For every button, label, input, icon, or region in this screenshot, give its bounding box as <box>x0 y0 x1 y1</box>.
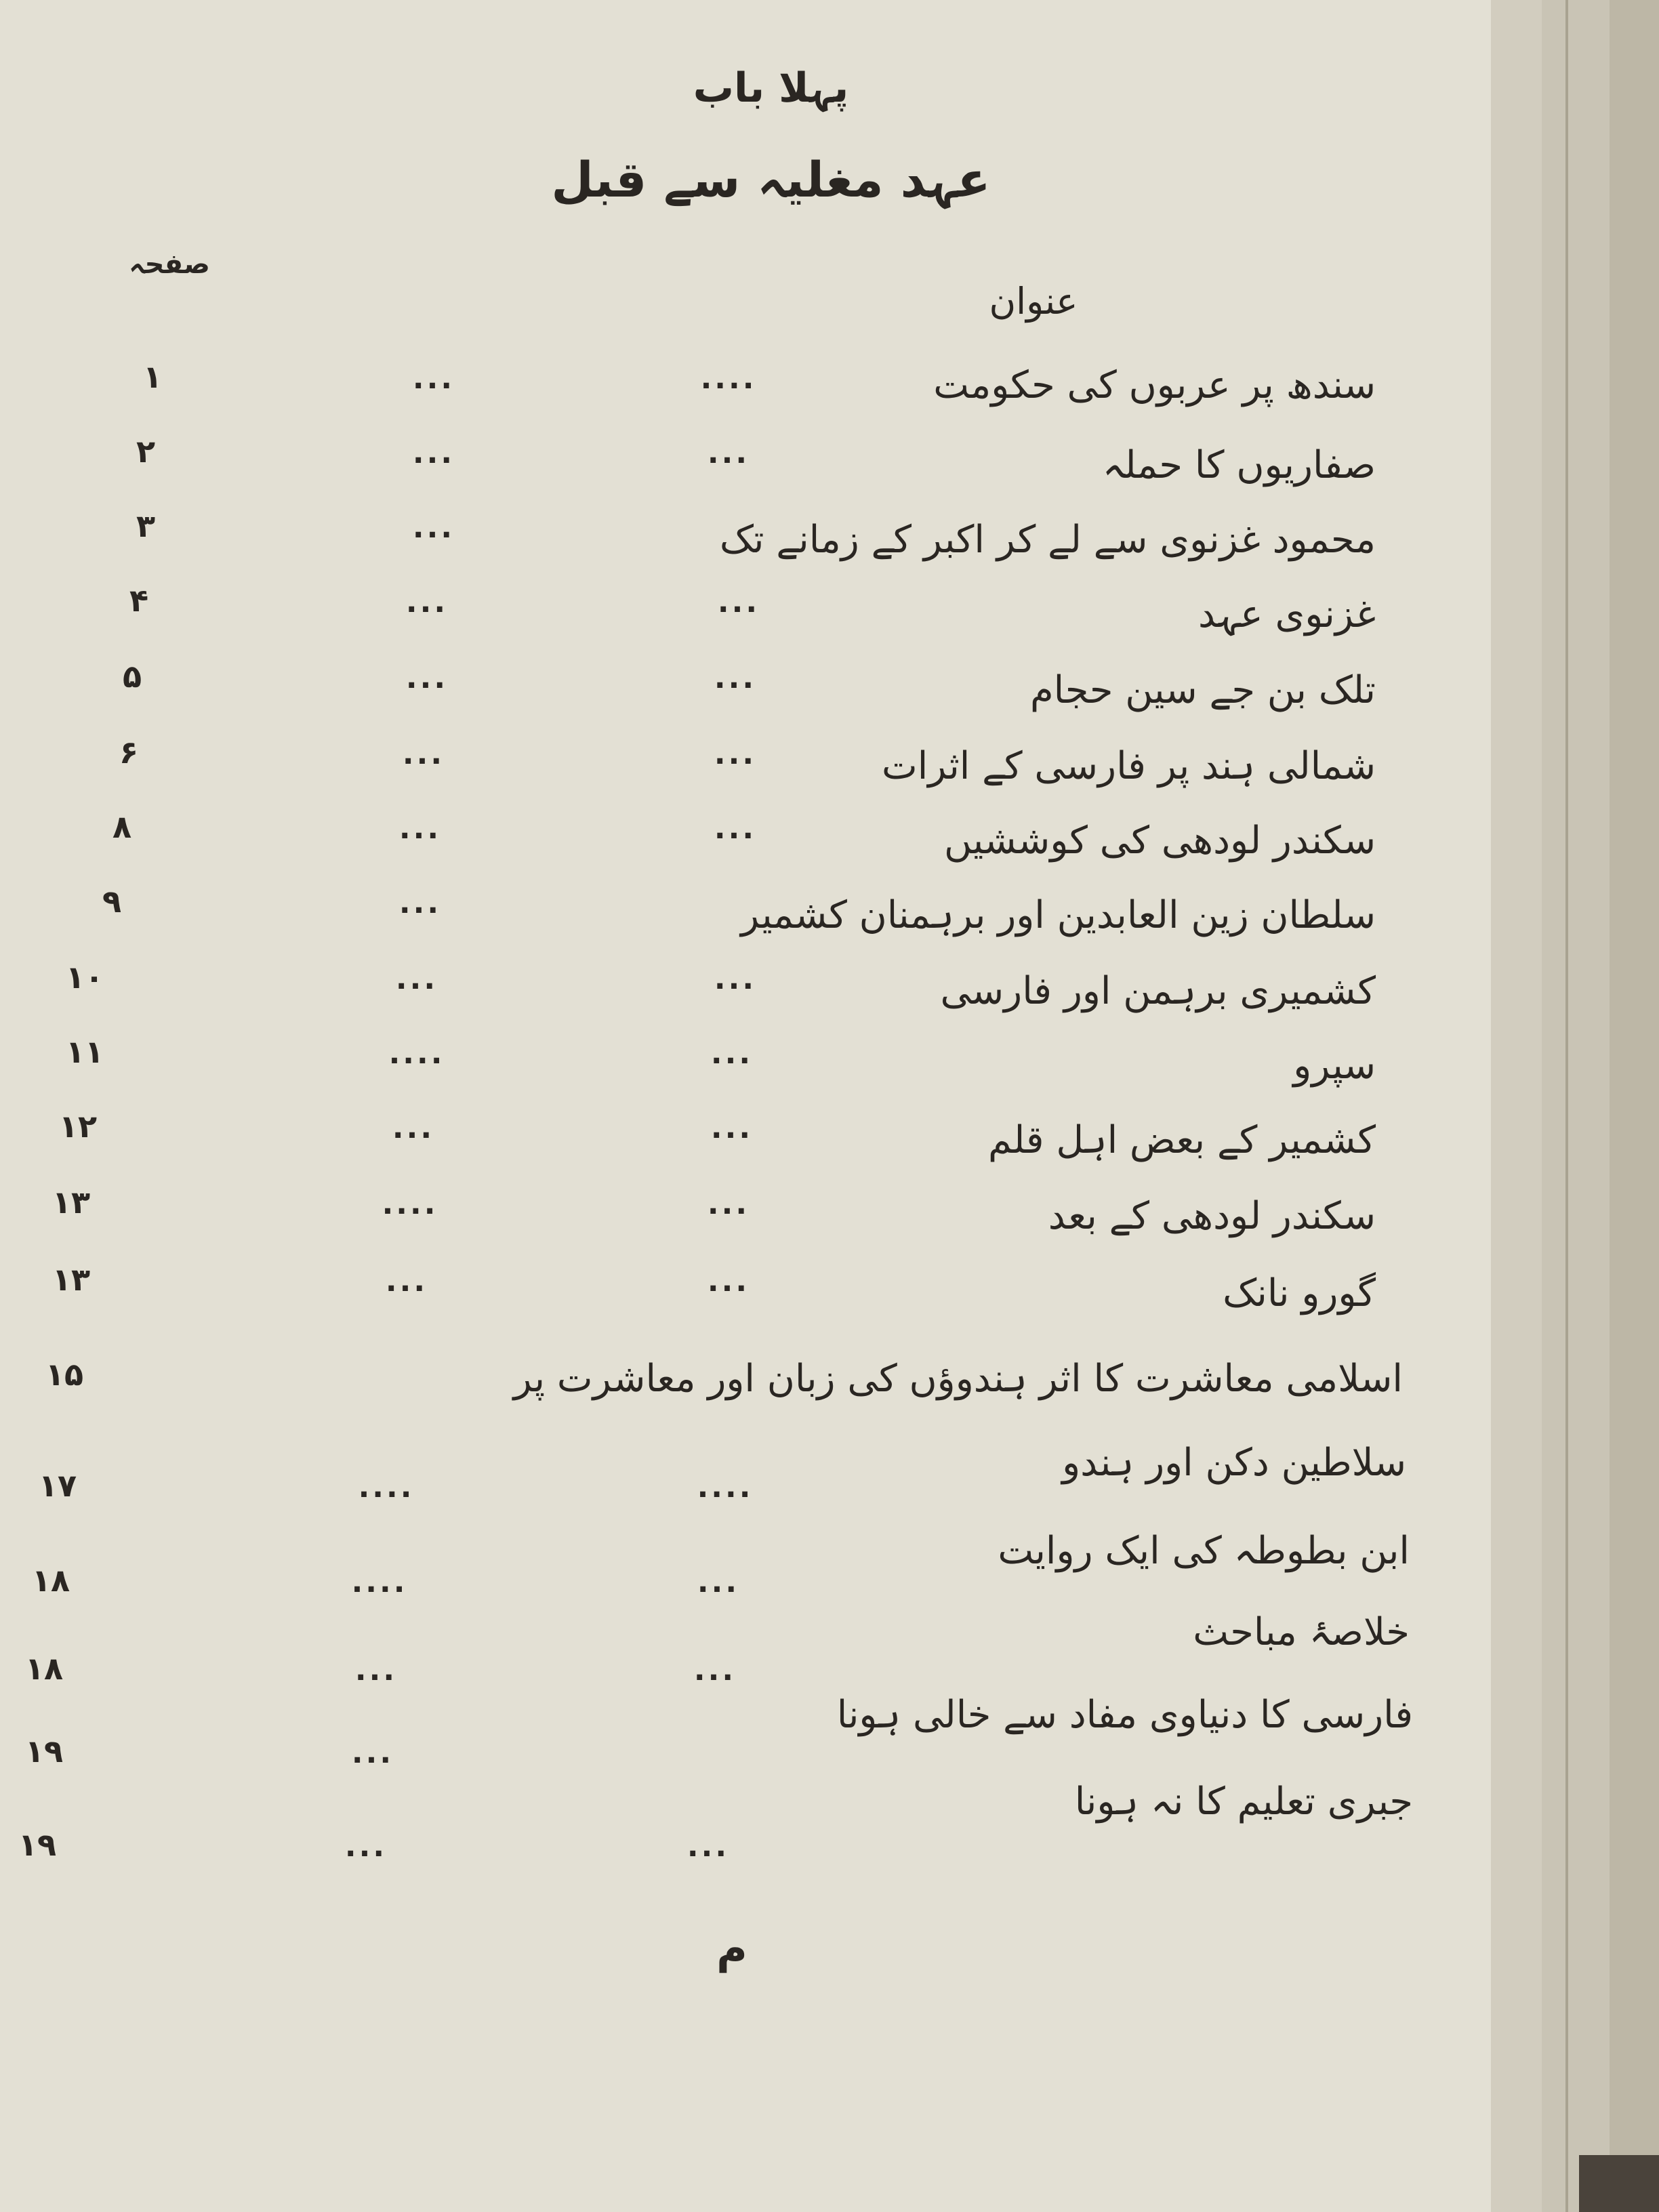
entry-page-number: ۱۰ <box>65 959 104 996</box>
leader-dots: ... <box>714 661 757 695</box>
leader-dots: ... <box>714 811 757 846</box>
leader-dots: ... <box>395 962 438 996</box>
leader-dots: ... <box>412 510 455 545</box>
entry-title: سکندر لودھی کے بعد <box>1048 1194 1376 1238</box>
leader-dots: .... <box>382 1187 438 1221</box>
leader-dots: ... <box>398 811 442 846</box>
leader-dots: ... <box>697 1565 740 1599</box>
entry-page-number: ۲ <box>136 433 156 470</box>
entry-page-number: ۹ <box>102 883 122 920</box>
entry-title: تلک بن جے سین حجام <box>1029 668 1376 712</box>
leader-dots: ... <box>412 361 455 396</box>
leader-dots: .... <box>351 1565 408 1599</box>
leader-dots: ... <box>402 737 445 771</box>
leader-dots: ... <box>714 737 757 771</box>
toc-entry <box>0 720 1376 794</box>
entry-page-number: ۵ <box>122 658 142 695</box>
entry-page-number: ۱۱ <box>65 1033 104 1070</box>
entry-title: سکندر لودھی کی کوششیں <box>943 819 1376 863</box>
leader-dots: ... <box>405 661 449 695</box>
entry-page-number: ۱۲ <box>58 1108 98 1145</box>
entry-title: شمالی ہند پر فارسی کے اثرات <box>882 744 1376 788</box>
gutter-shadow <box>1610 0 1659 2212</box>
toc-entry <box>0 945 1376 1019</box>
background-corner <box>1579 2155 1659 2212</box>
leader-dots: ... <box>392 1111 435 1145</box>
entry-title: ابن بطوطہ کی ایک روایت <box>998 1529 1410 1573</box>
page-folio: م <box>716 1923 747 1973</box>
entry-title: فارسی کا دنیاوی مفاد سے خالی ہونا <box>836 1693 1413 1737</box>
chapter-heading: پہلا باب <box>693 64 849 112</box>
entry-page-number: ۱۳ <box>52 1184 91 1221</box>
toc-entry <box>0 1755 1413 1864</box>
leader-dots: ... <box>693 1653 737 1687</box>
entry-title: جبری تعلیم کا نہ ہونا <box>1074 1780 1413 1824</box>
entry-page-number: ۱۵ <box>45 1356 84 1393</box>
entry-title: خلاصۂ مباحث <box>1193 1610 1410 1654</box>
toc-entry <box>0 1094 1376 1168</box>
leader-dots: ... <box>354 1653 398 1687</box>
toc-entry <box>0 1586 1410 1687</box>
entry-page-number: ۱۳ <box>52 1261 91 1298</box>
entry-title: اسلامی معاشرت کا اثر ہندوؤں کی زبان اور معاشرت پر <box>513 1357 1403 1401</box>
toc-entry <box>0 1332 1403 1407</box>
leader-dots: ... <box>687 1829 730 1864</box>
toc-entry <box>0 568 1376 642</box>
toc-entry <box>0 493 1376 568</box>
leader-dots: ... <box>707 436 750 470</box>
entry-title: غزنوی عہد <box>1198 592 1376 636</box>
leader-dots: ... <box>385 1264 428 1298</box>
leader-dots: ... <box>344 1829 388 1864</box>
toc-entry <box>0 1504 1410 1599</box>
entry-title: سلطان زین العابدین اور برہمنان کشمیر <box>741 893 1376 937</box>
entry-title: سندھ پر عربوں کی حکومت <box>933 363 1376 407</box>
toc-entry <box>0 644 1376 718</box>
entry-page-number: ۸ <box>112 808 132 845</box>
leader-dots: ... <box>412 436 455 470</box>
leader-dots: .... <box>697 1470 754 1504</box>
entry-page-number: ۱۷ <box>38 1467 77 1504</box>
toc-entry <box>0 1416 1406 1504</box>
entry-page-number: ۱۸ <box>31 1562 70 1599</box>
entry-page-number: ۱۸ <box>24 1650 64 1687</box>
toc-entry <box>0 1170 1376 1244</box>
entry-page-number: ۱۹ <box>18 1826 57 1863</box>
toc-entry <box>0 419 1376 493</box>
entry-page-number: ۳ <box>136 508 156 544</box>
leader-dots: ... <box>707 1187 750 1221</box>
toc-entry <box>0 1247 1376 1322</box>
page-fold-line <box>1565 0 1568 2212</box>
entry-title: محمود غزنوی سے لے کر اکبر کے زمانے تک <box>719 518 1376 562</box>
entry-title: صفاریوں کا حملہ <box>1102 443 1376 487</box>
toc-entry <box>0 1668 1413 1770</box>
toc-entry <box>0 1019 1376 1094</box>
entry-title: گورو نانک <box>1223 1271 1376 1315</box>
leader-dots: ... <box>710 1036 754 1071</box>
entry-page-number: ۱ <box>142 359 163 395</box>
leader-dots: ... <box>351 1736 394 1770</box>
chapter-title: عہد مغلیہ سے قبل <box>551 151 991 208</box>
entry-page-number: ۱۹ <box>24 1733 64 1769</box>
leader-dots: ... <box>707 1264 750 1298</box>
leader-dots: ... <box>717 585 760 619</box>
entry-title: کشمیر کے بعض اہل قلم <box>987 1118 1376 1162</box>
entry-title: سپرو <box>1293 1044 1376 1088</box>
entry-page-number: ۶ <box>119 734 139 771</box>
title-column-header: عنوان <box>989 280 1078 323</box>
leader-dots: .... <box>358 1470 415 1504</box>
entry-title: کشمیری برہمن اور فارسی <box>940 969 1376 1013</box>
entry-title: سلاطین دکن اور ہندو <box>1062 1441 1406 1485</box>
toc-entry <box>0 339 1376 413</box>
leader-dots: ... <box>398 886 442 920</box>
entry-page-number: ۴ <box>129 582 149 619</box>
leader-dots: .... <box>700 361 757 396</box>
toc-entry <box>0 869 1376 943</box>
leader-dots: ... <box>710 1111 754 1145</box>
page-column-header: صفحہ <box>129 249 210 280</box>
page-edge <box>1491 0 1545 2212</box>
toc-entry <box>0 794 1376 869</box>
leader-dots: ... <box>405 585 449 619</box>
leader-dots: ... <box>714 962 757 996</box>
leader-dots: .... <box>388 1036 445 1071</box>
